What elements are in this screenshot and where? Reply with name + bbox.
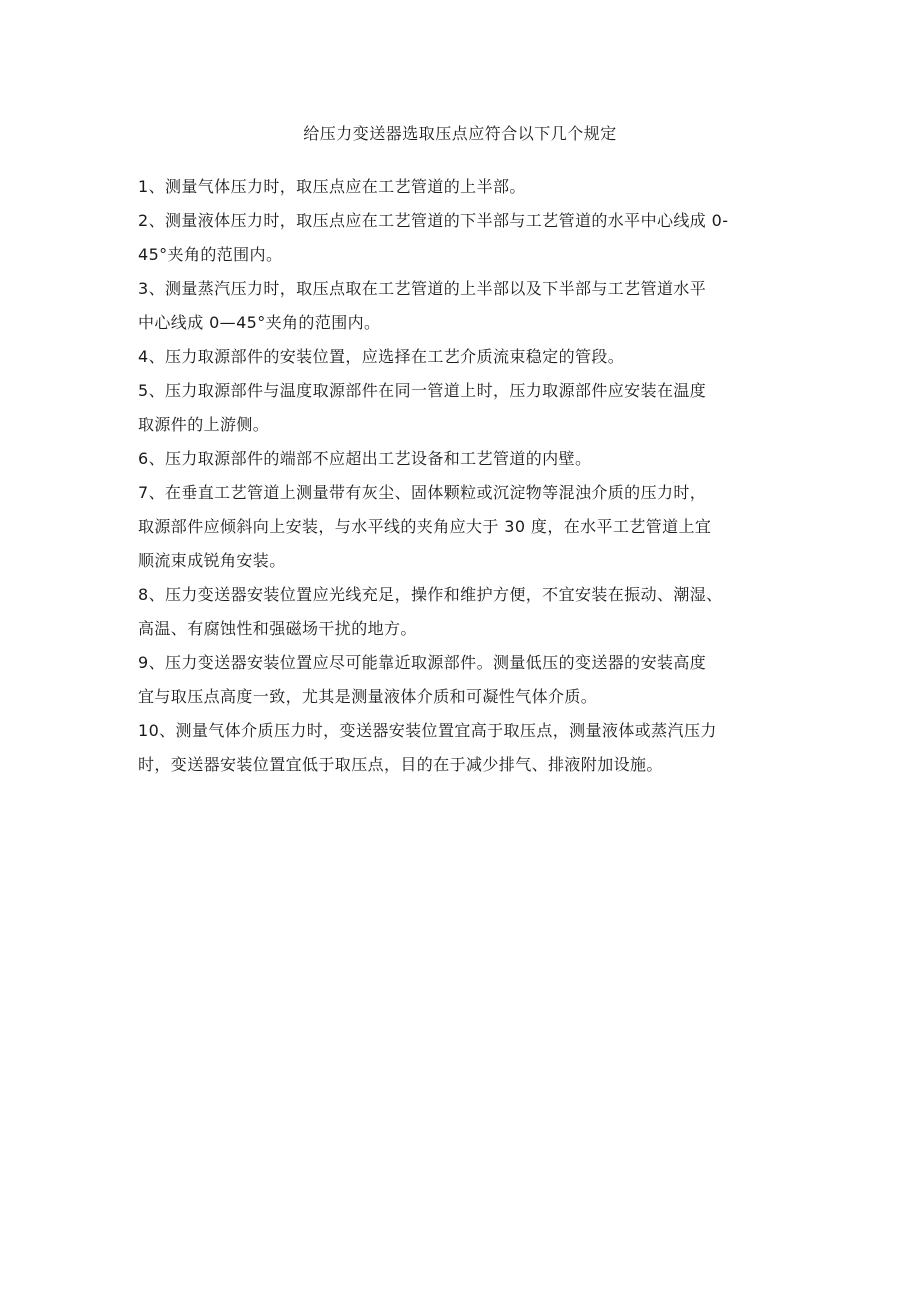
text-line: 中心线成 0—45°夹角的范围内。 [138,313,381,332]
text-line: 4、压力取源部件的安装位置，应选择在工艺介质流束稳定的管段。 [138,347,625,366]
text-line: 9、压力变送器安装位置应尽可能靠近取源部件。测量低压的变送器的安装高度 [138,653,707,672]
text-line: 1、测量气体压力时，取压点应在工艺管道的上半部。 [138,177,526,196]
text-line: 取源件的上游侧。 [138,415,270,434]
text-line: 3、测量蒸汽压力时，取压点取在工艺管道的上半部以及下半部与工艺管道水平 [138,279,707,298]
text-line: 宜与取压点高度一致，尤其是测量液体介质和可凝性气体介质。 [138,687,598,706]
text-line: 45°夹角的范围内。 [138,245,283,264]
text-line: 取源部件应倾斜向上安装，与水平线的夹角应大于 30 度，在水平工艺管道上宜 [138,517,712,536]
text-line: 6、压力取源部件的端部不应超出工艺设备和工艺管道的内壁。 [138,449,592,468]
text-line: 高温、有腐蚀性和强磁场干扰的地方。 [138,619,417,638]
text-line: 2、测量液体压力时，取压点应在工艺管道的下半部与工艺管道的水平中心线成 0- [138,211,729,230]
text-line: 8、压力变送器安装位置应光线充足，操作和维护方便，不宜安装在振动、潮湿、 [138,585,723,604]
text-line: 5、压力取源部件与温度取源部件在同一管道上时，压力取源部件应安装在温度 [138,381,707,400]
text-line: 10、测量气体介质压力时，变送器安装位置宜高于取压点，测量液体或蒸汽压力 [138,721,717,740]
text-line: 顺流束成锐角安装。 [138,551,286,570]
text-line: 7、在垂直工艺管道上测量带有灰尘、固体颗粒或沉淀物等混浊介质的压力时， [138,483,707,502]
document-title: 给压力变送器选取压点应符合以下几个规定 [303,124,617,143]
document-body [138,170,798,782]
text-line: 时，变送器安装位置宜低于取压点，目的在于减少排气、排液附加设施。 [138,755,663,774]
